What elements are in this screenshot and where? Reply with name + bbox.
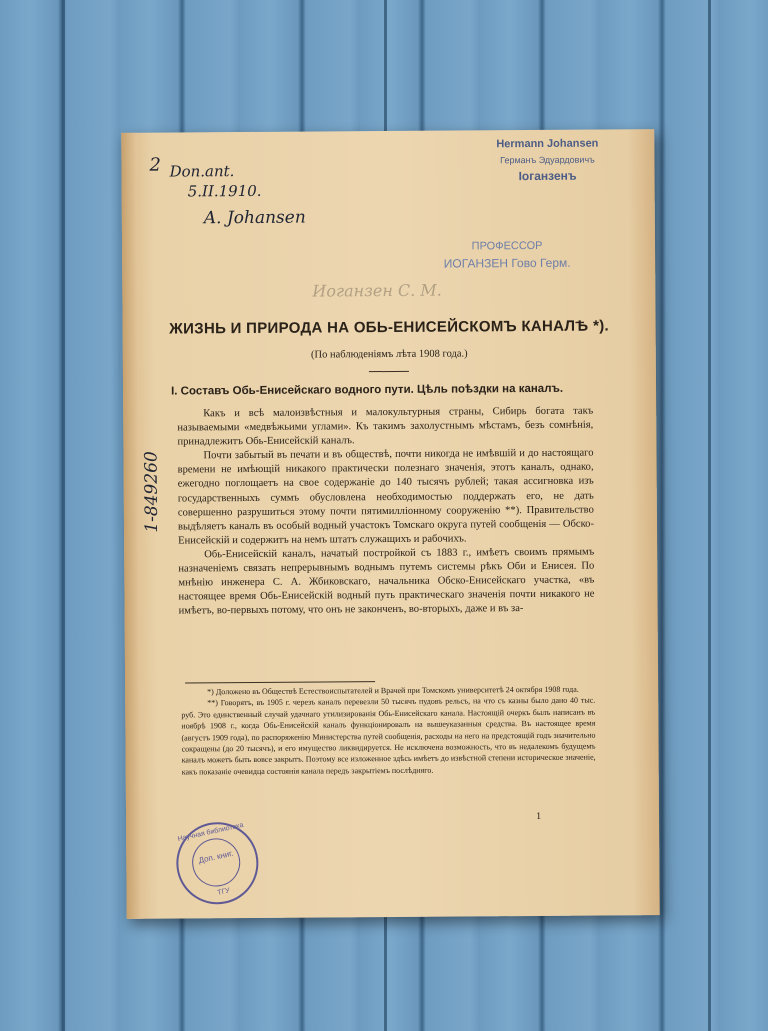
handwritten-note-line1: Don.ant. <box>169 162 235 181</box>
table-plank-seam <box>708 0 711 1031</box>
professor-stamp-line2: ИОГАНЗЕН Гово Герм. <box>443 255 571 271</box>
footnote: *) Доложено въ Обществѣ Естествоиспытателей и Врачей при Томскомъ университетѣ 24 октября 1908 года. <box>207 684 579 697</box>
library-stamp-ring-text: Научная библиотека <box>177 821 245 844</box>
footnote-divider <box>185 681 375 683</box>
library-stamp-middle: Доп. книг. <box>197 848 235 866</box>
body-paragraph: Почти забытый въ печати и въ обществѣ, почти никогда не имѣвшій и до настоящаго времени не имѣющій никакого практически полезнаго значенія, этотъ каналъ, однако, ежегодно поглощаетъ на свое содержаніе до 140 тысячъ рублей; такая ассигновка изъ государственныхъ суммъ обусловлена необходимостью поддержать его, не дать совершенно разрушиться этому почти пятимилліонному сооруженію **). Правительство выдѣляетъ каналъ въ особый водный участокъ Томскаго округа путей сообщенія — Обско-Енисейскій и содержитъ на немъ штатъ служащихъ и рабочихъ. <box>177 447 595 547</box>
footnotes <box>181 684 596 778</box>
table-plank-seam <box>62 0 65 1031</box>
handwritten-signature: A. Johansen <box>203 207 306 229</box>
vertical-inventory-number: 1-849260 <box>141 451 163 533</box>
article-title: ЖИЗНЬ И ПРИРОДА НА ОБЬ-ЕНИСЕЙСКОМЪ КАНАЛѢ *). <box>169 317 610 338</box>
pencil-name-note: Иоганзен С. М. <box>312 280 442 301</box>
document-page <box>121 129 659 919</box>
article-subtitle: (По наблюденіямъ лѣта 1908 года.) <box>310 348 468 361</box>
handwritten-note-line2: 5.II.1910. <box>187 181 262 201</box>
owner-stamp <box>477 135 617 184</box>
body-paragraph: Какъ и всѣ малоизвѣстныя и малокультурныя страны, Сибирь богата такъ называемыми «медвѣжьими углами». Къ такимъ захолустнымъ мѣстамъ, безъ сомнѣнія, принадлежитъ Обь-Енисейскій каналъ. <box>177 405 594 448</box>
title-divider <box>369 371 409 372</box>
owner-stamp-line1: Hermann Johansen <box>496 137 599 151</box>
corner-number: 2 <box>149 154 162 176</box>
article-body <box>177 405 594 619</box>
section-heading: I. Составъ Обь-Енисейскаго водного пути. Цѣль поѣздки на каналъ. <box>171 382 564 398</box>
stapled-spine <box>121 133 142 919</box>
owner-stamp-line2: Германъ Эдуардовичъ <box>500 154 595 166</box>
professor-stamp-line1: ПРОФЕССОР <box>471 239 543 253</box>
body-paragraph: Обь-Енисейскій каналъ, начатый постройкой съ 1883 г., имѣетъ своимъ прямымъ назначеніемъ связать непрерывнымъ воднымъ путемъ системы рѣкъ Оби и Енисея. По мнѣнію инженера С. А. Жбиковскаго, начальника Обско-Енисейскаго участка, «въ настоящее время Обь-Енисейскій водный путь практическаго значенія почти никакого не имѣетъ, во-первыхъ потому, что онъ не законченъ, во-вторыхъ, даже и въ за- <box>178 546 595 617</box>
professor-stamp <box>422 238 592 273</box>
library-stamp <box>169 814 267 912</box>
page-number: 1 <box>536 810 542 822</box>
footnote: **) Говорятъ, въ 1905 г. черезъ каналъ перевезли 50 тысячъ пудовъ рельсъ, на что съ казны было дано 40 тыс. руб. Это единственный случай удачнаго утилизированія Обь-Енисейскаго канала. Настоящій очеркъ былъ написанъ въ ноябрѣ 1908 г., когда Обь-Енисейскій каналъ функціонировалъ на вышеуказанныя средства. Въ настоящее время (августъ 1909 года), по распоряженію Министерства путей сообщенія, расходы на него на предстоящій годъ значительно сокращены (до 20 тысячъ), и его имущество ликвидируется. Не исключена возможность, что въ недалекомъ будущемъ каналъ можетъ быть вовсе закрытъ. Поэтому все изложенное здѣсь имѣетъ до извѣстной степени историческое значеніе, какъ показаніе очевидца состоянія канала передъ закрытіемъ послѣдняго. <box>181 695 596 777</box>
owner-stamp-line3: Іоганзенъ <box>518 168 577 184</box>
library-stamp-bottom: ТГУ <box>216 887 231 897</box>
